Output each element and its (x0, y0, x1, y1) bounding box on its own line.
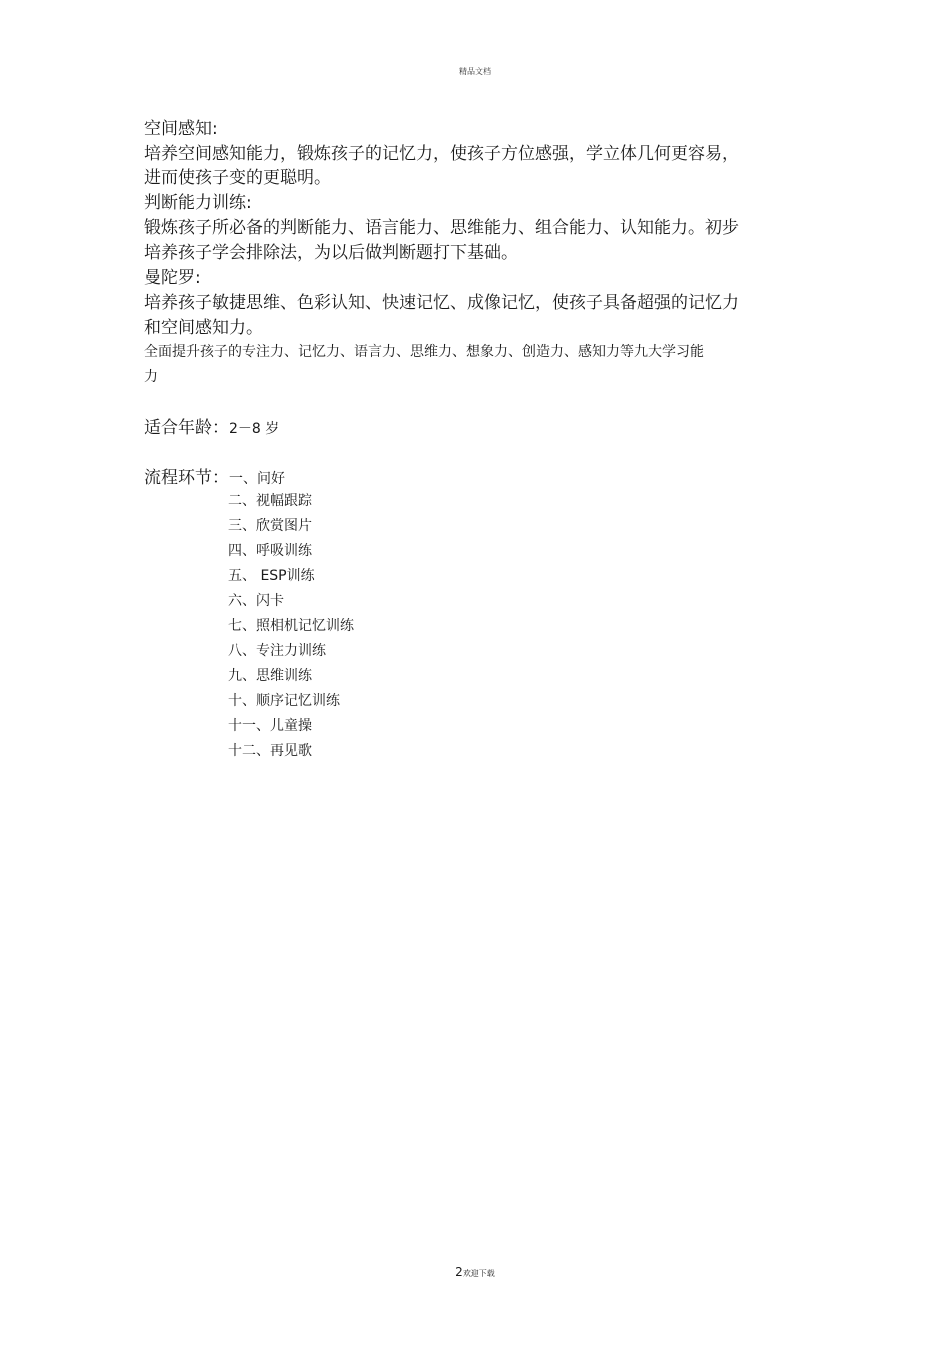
page-header: 精品文档 (459, 67, 491, 76)
summary-line: 全面提升孩子的专注力、记忆力、语言力、思维力、想象力、创造力、感知力等九大学习能 (144, 344, 704, 360)
section-title-judgment: 判断能力训练: (144, 193, 252, 213)
process-step: 二、视幅跟踪 (228, 493, 312, 509)
age-label: 适合年龄： (144, 418, 229, 438)
process-step: 五、 ESP训练 (228, 568, 315, 584)
footer-text: 欢迎下载 (462, 1269, 495, 1278)
page-footer (0, 1261, 950, 1280)
process-step: 四、呼吸训练 (228, 543, 312, 559)
summary-line: 力 (144, 369, 158, 385)
age-row (144, 416, 279, 441)
process-step: 九、思维训练 (228, 668, 312, 684)
process-label: 流程环节： (144, 468, 229, 488)
process-step: 七、照相机记忆训练 (228, 618, 354, 634)
process-step: 十、顺序记忆训练 (228, 693, 340, 709)
section-body-line: 培养孩子学会排除法，为以后做判断题打下基础。 (144, 243, 518, 263)
age-value: 2－8 岁 (229, 421, 280, 437)
process-step: 六、闪卡 (228, 593, 284, 609)
section-title-mandala: 曼陀罗: (144, 268, 201, 288)
process-step: 一、问好 (229, 471, 285, 487)
process-step: 三、欣赏图片 (228, 518, 312, 534)
section-body-line: 锻炼孩子所必备的判断能力、语言能力、思维能力、组合能力、认知能力。初步 (144, 218, 739, 238)
process-step: 十二、再见歌 (228, 743, 312, 759)
page-number: 2 (455, 1265, 463, 1279)
section-title-spatial: 空间感知: (144, 119, 218, 139)
process-row (144, 466, 285, 491)
section-body-line: 培养空间感知能力，锻炼孩子的记忆力，使孩子方位感强，学立体几何更容易， (144, 144, 739, 164)
process-step: 十一、儿童操 (228, 718, 312, 734)
section-body-line: 和空间感知力。 (144, 318, 263, 338)
section-body-line: 进而使孩子变的更聪明。 (144, 168, 331, 188)
process-step: 八、专注力训练 (228, 643, 326, 659)
section-body-line: 培养孩子敏捷思维、色彩认知、快速记忆、成像记忆，使孩子具备超强的记忆力 (144, 293, 739, 313)
